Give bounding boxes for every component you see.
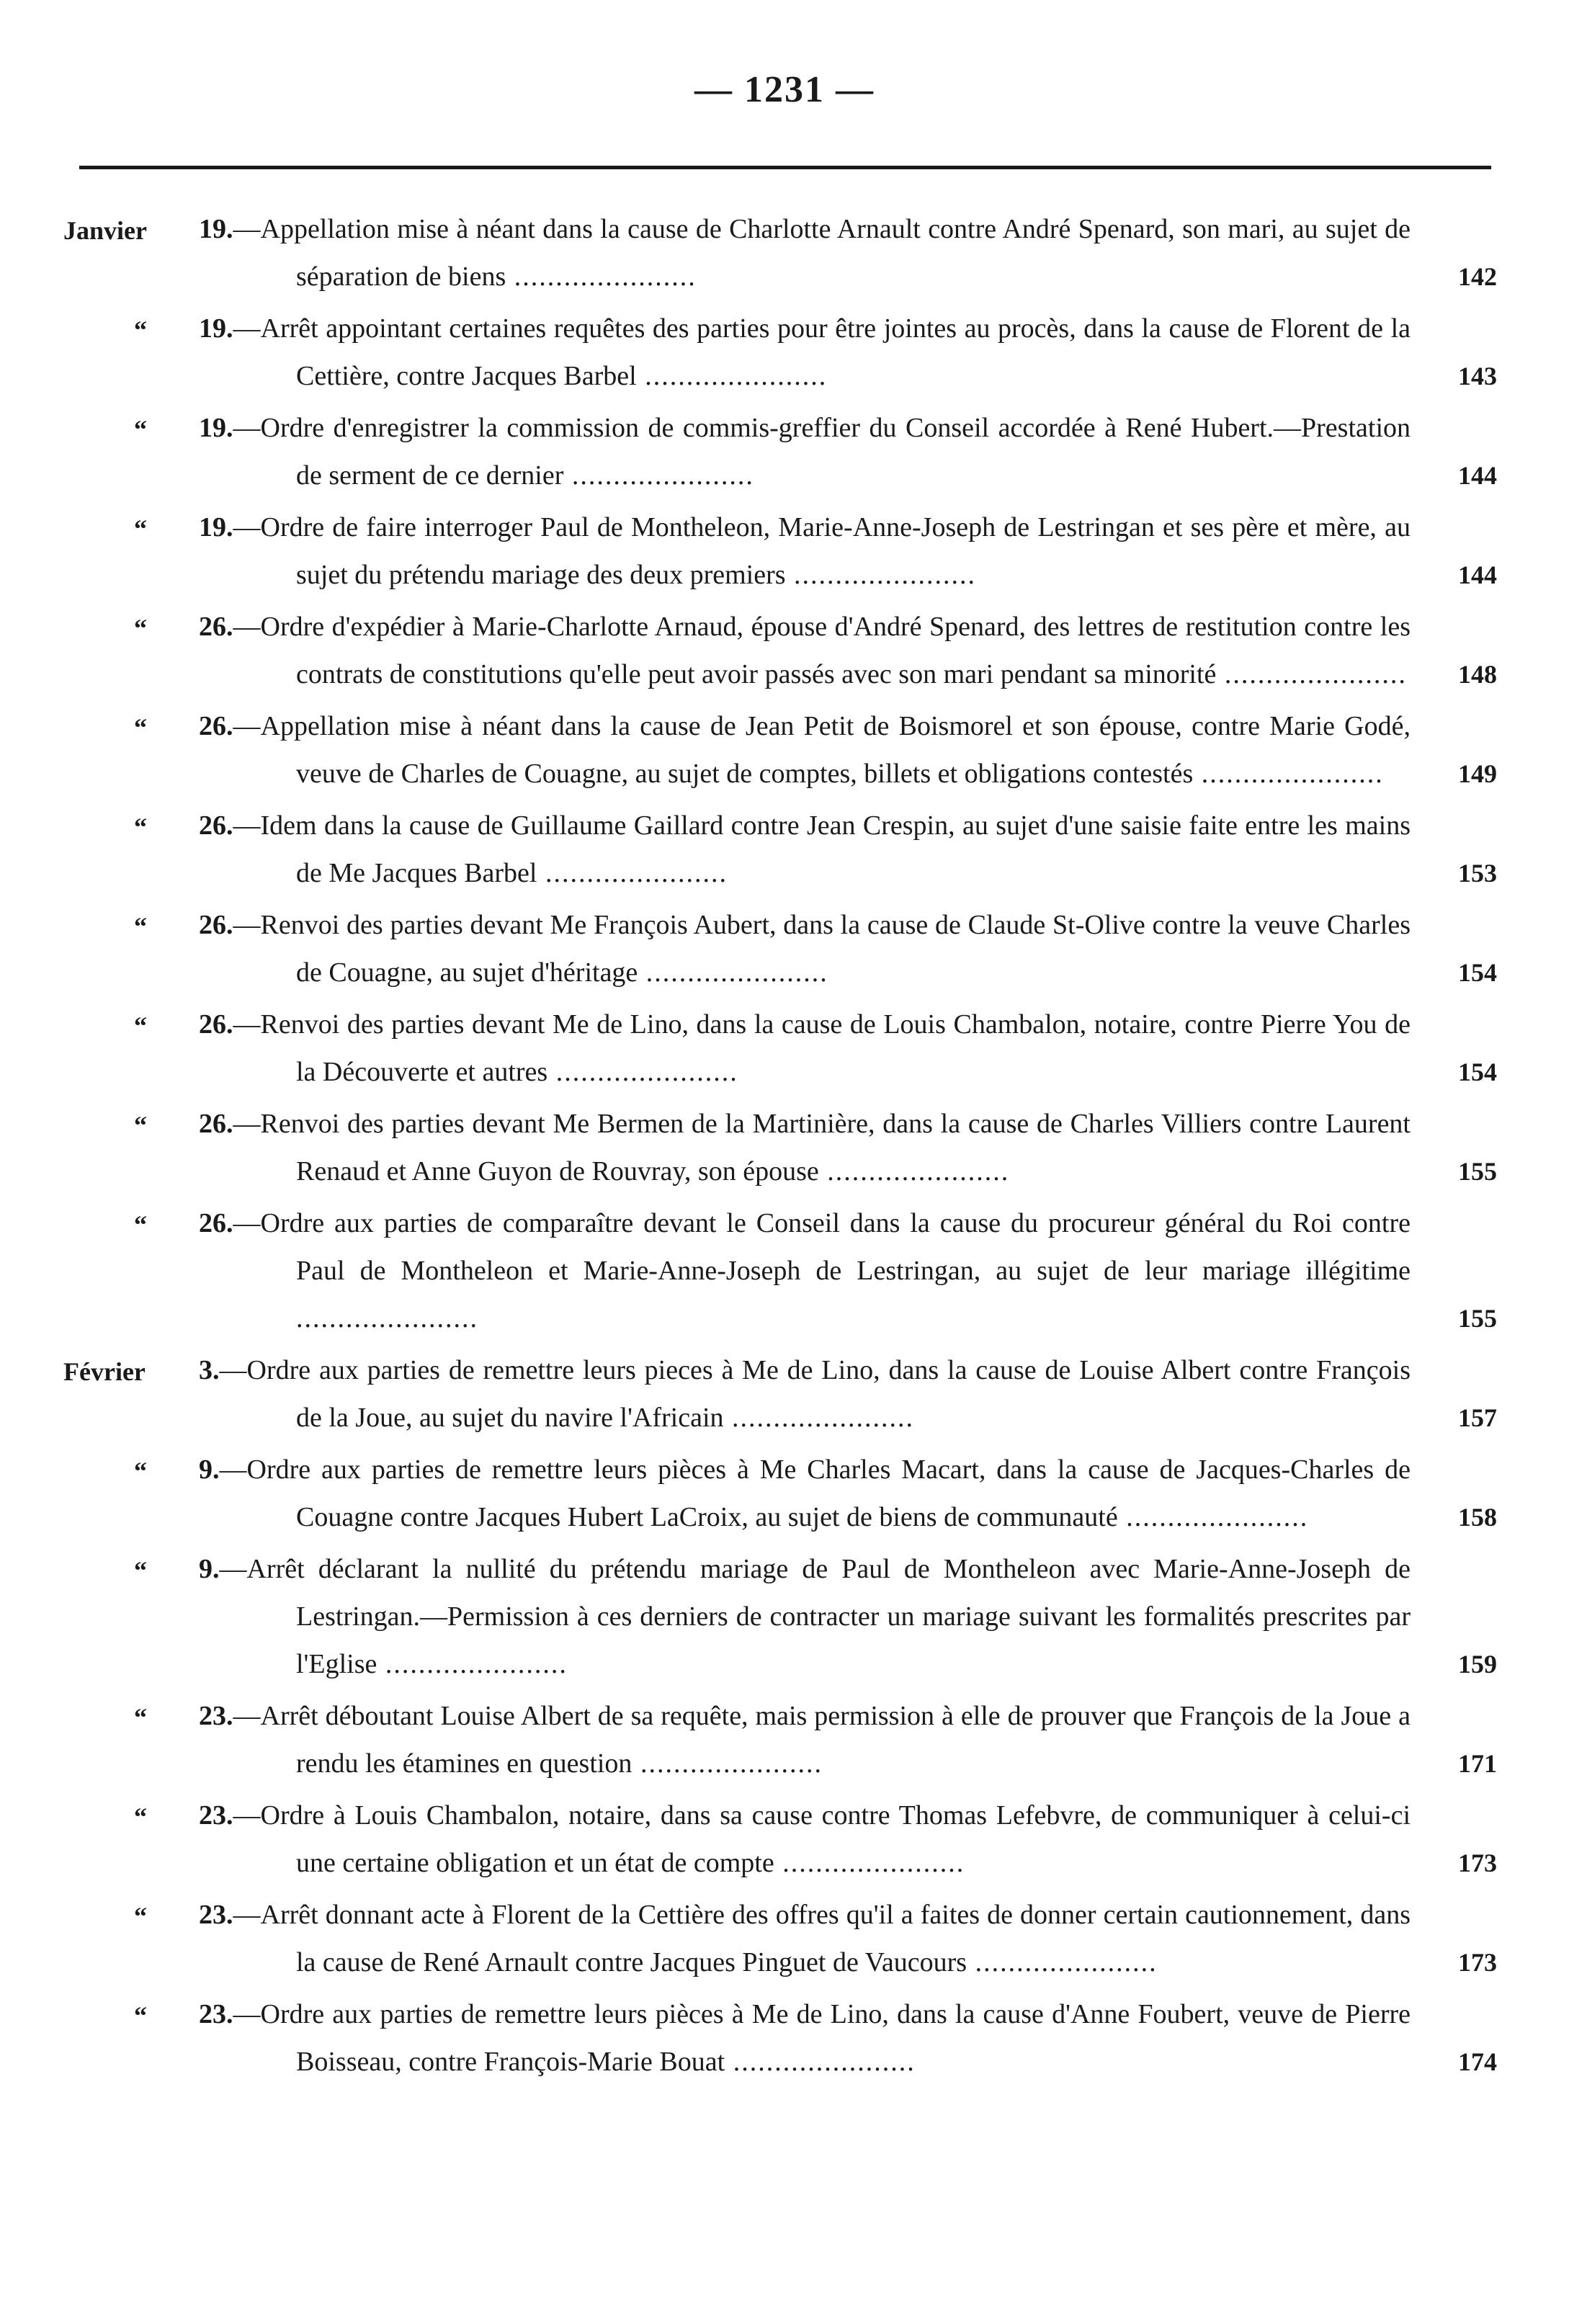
entry-text-block [199, 603, 1411, 698]
entry-body [199, 404, 1497, 499]
entry-body [199, 205, 1497, 300]
dot-leader: ...................... [1193, 759, 1384, 789]
list-item [63, 205, 1497, 300]
entry-body [199, 1545, 1497, 1688]
entry-summary: —Arrêt appointant certaines requêtes des parties pour être jointes au procès, dans la cause de Florent de la Cettière, contre Jacques Barbel [233, 313, 1411, 391]
list-item [63, 1199, 1497, 1342]
entry-body [199, 1446, 1497, 1541]
dot-leader: ...................... [547, 1057, 738, 1087]
entry-summary: —Ordre aux parties de comparaître devant le Conseil dans la cause du procureur général du Roi contre Paul de Montheleon et Marie-Anne-Joseph de Lestringan, au sujet de leur mariage illégitime [233, 1208, 1411, 1286]
entry-month: “ [134, 713, 147, 742]
entry-text-block [199, 1891, 1411, 1986]
dot-leader: ...................... [636, 361, 828, 391]
entry-date: 26. [199, 612, 233, 642]
entry-page-ref: 144 [1458, 560, 1497, 589]
entry-body [199, 504, 1497, 599]
entry-summary: —Idem dans la cause de Guillaume Gaillard contre Jean Crespin, au sujet d'une saisie faite entre les mains de Me Jacques Barbel [233, 810, 1411, 888]
entry-summary: —Renvoi des parties devant Me Bermen de la Martinière, dans la cause de Charles Villiers contre Laurent Renaud et Anne Guyon de Rouvray, son épouse [233, 1109, 1411, 1186]
entry-summary: —Appellation mise à néant dans la cause de Charlotte Arnault contre André Spenard, son mari, au sujet de séparation de biens [233, 214, 1411, 292]
entry-date: 23. [199, 1800, 233, 1831]
entry-body [199, 1692, 1497, 1787]
list-item [63, 504, 1497, 599]
list-item [63, 901, 1497, 996]
entry-body [199, 1891, 1497, 1986]
entry-page-ref: 153 [1458, 859, 1497, 888]
entry-date: 26. [199, 810, 233, 841]
dot-leader: ...................... [506, 262, 697, 292]
entry-month: “ [134, 514, 147, 543]
entry-text-block [199, 1100, 1411, 1195]
dot-leader: ...................... [632, 1748, 823, 1779]
entry-date: 9. [199, 1454, 220, 1485]
dot-leader: ...................... [725, 2047, 916, 2077]
entry-body [199, 1990, 1497, 2086]
entry-text-block [199, 1199, 1411, 1342]
entry-text-block [199, 205, 1411, 300]
entry-summary: —Ordre aux parties de remettre leurs pièces à Me de Lino, dans la cause d'Anne Foubert, veuve de Pierre Boisseau, contre François-Marie Bouat [233, 1999, 1411, 2077]
entry-text-block [199, 1990, 1411, 2086]
entry-text-block [199, 404, 1411, 499]
entry-page-ref: 171 [1458, 1749, 1497, 1778]
entry-month: “ [134, 1802, 147, 1831]
list-item [63, 1545, 1497, 1688]
list-item [63, 603, 1497, 698]
entry-summary: —Ordre d'expédier à Marie-Charlotte Arnaud, épouse d'André Spenard, des lettres de restitution contre les contrats de constitutions qu'elle peut avoir passés avec son mari pendant sa minorité [233, 612, 1411, 689]
dot-leader: ...................... [785, 560, 977, 590]
list-item [63, 1346, 1497, 1442]
entry-month: “ [134, 614, 147, 643]
entry-body [199, 702, 1497, 797]
entry-body [199, 1346, 1497, 1442]
entry-page-ref: 143 [1458, 362, 1497, 390]
entry-month: “ [134, 1011, 147, 1040]
entry-summary: —Arrêt déclarant la nullité du prétendu mariage de Paul de Montheleon avec Marie-Anne-Joseph de Lestringan.—Permission à ces derniers de contracter un mariage suivant les formalités prescrites par l'Eglise [219, 1554, 1411, 1679]
entry-page-ref: 173 [1458, 1849, 1497, 1877]
entry-summary: —Ordre de faire interroger Paul de Montheleon, Marie-Anne-Joseph de Lestringan et ses père et mère, au sujet du prétendu mariage des deux premiers [233, 512, 1411, 590]
entry-date: 9. [199, 1554, 220, 1584]
list-item [63, 802, 1497, 897]
entry-body [199, 901, 1497, 996]
entry-summary: —Renvoi des parties devant Me de Lino, dans la cause de Louis Chambalon, notaire, contre Pierre You de la Découverte et autres [233, 1009, 1411, 1087]
dot-leader: ...................... [967, 1947, 1158, 1977]
entry-date: 19. [199, 512, 233, 542]
entry-page-ref: 157 [1458, 1403, 1497, 1432]
list-item [63, 1100, 1497, 1195]
entry-summary: —Renvoi des parties devant Me François Aubert, dans la cause de Claude St-Olive contre la veuve Charles de Couagne, au sujet d'héritage [233, 910, 1411, 988]
entry-body [199, 1100, 1497, 1195]
entry-month: “ [134, 1556, 147, 1585]
entry-summary: —Ordre aux parties de remettre leurs pieces à Me de Lino, dans la cause de Louise Albert contre François de la Joue, au sujet du navire l'Africain [219, 1355, 1411, 1433]
entry-date: 19. [199, 413, 233, 443]
entry-body [199, 305, 1497, 400]
entry-date: 26. [199, 1208, 233, 1238]
entry-text-block [199, 1692, 1411, 1787]
entry-month: “ [134, 415, 147, 444]
dot-leader: ...................... [774, 1848, 965, 1878]
list-item [63, 702, 1497, 797]
dot-leader: ...................... [1117, 1502, 1309, 1532]
entry-text-block [199, 802, 1411, 897]
entry-month: “ [134, 1457, 147, 1485]
entry-text-block [199, 1446, 1411, 1541]
list-item [63, 404, 1497, 499]
dot-leader: ...................... [723, 1403, 915, 1433]
entry-summary: —Ordre aux parties de remettre leurs pièces à Me Charles Macart, dans la cause de Jacques-Charles de Couagne contre Jacques Hubert LaCroix, au sujet de biens de communauté [219, 1454, 1411, 1532]
entry-text-block [199, 901, 1411, 996]
entry-month: “ [134, 1902, 147, 1931]
list-item [63, 1990, 1497, 2086]
entry-list [63, 205, 1497, 2090]
list-item [63, 1891, 1497, 1986]
list-item [63, 1001, 1497, 1096]
entry-page-ref: 149 [1458, 759, 1497, 788]
entry-page-ref: 142 [1458, 262, 1497, 291]
dot-leader: ...................... [377, 1649, 568, 1679]
dot-leader: ...................... [296, 1303, 478, 1333]
entry-date: 26. [199, 1009, 233, 1040]
entry-date: 26. [199, 1109, 233, 1139]
entry-month: “ [134, 813, 147, 841]
entry-month: “ [134, 912, 147, 941]
entry-page-ref: 144 [1458, 461, 1497, 490]
dot-leader: ...................... [563, 460, 754, 491]
entry-page-ref: 155 [1458, 1304, 1497, 1333]
entry-date: 23. [199, 1701, 233, 1731]
dot-leader: ...................... [537, 858, 728, 888]
entry-text-block [199, 1545, 1411, 1688]
entry-date: 19. [199, 313, 233, 344]
entry-page-ref: 173 [1458, 1948, 1497, 1977]
entry-text-block [199, 702, 1411, 797]
entry-text-block [199, 504, 1411, 599]
entry-body [199, 1001, 1497, 1096]
list-item [63, 1792, 1497, 1887]
list-item [63, 305, 1497, 400]
dot-leader: ...................... [818, 1156, 1010, 1186]
entry-text-block [199, 305, 1411, 400]
entry-summary: —Appellation mise à néant dans la cause de Jean Petit de Boismorel et son épouse, contre Marie Godé, veuve de Charles de Couagne, au sujet de comptes, billets et obligations contestés [233, 711, 1411, 789]
entry-date: 26. [199, 711, 233, 741]
entry-month: “ [134, 2001, 147, 2030]
entry-summary: —Arrêt déboutant Louise Albert de sa requête, mais permission à elle de prouver que François de la Joue a rendu les étamines en question [233, 1701, 1411, 1779]
entry-month: “ [134, 1210, 147, 1239]
entry-page-ref: 155 [1458, 1157, 1497, 1186]
entry-page-ref: 174 [1458, 2047, 1497, 2076]
list-item [63, 1692, 1497, 1787]
entry-body [199, 603, 1497, 698]
header-rule [79, 166, 1491, 169]
entry-summary: —Ordre d'enregistrer la commission de commis-greffier du Conseil accordée à René Hubert.—Prestation de serment de ce dernier [233, 413, 1411, 491]
entry-month: “ [134, 1703, 147, 1732]
entry-page-ref: 154 [1458, 1058, 1497, 1086]
entry-month: Janvier [63, 216, 147, 245]
dot-leader: ...................... [1216, 659, 1407, 689]
entry-body [199, 1199, 1497, 1342]
entry-page-ref: 148 [1458, 660, 1497, 689]
entry-summary: —Arrêt donnant acte à Florent de la Cettière des offres qu'il a faites de donner certain cautionnement, dans la cause de René Arnault contre Jacques Pinguet de Vaucours [233, 1900, 1411, 1977]
list-item [63, 1446, 1497, 1541]
page-number: — 1231 — [694, 69, 875, 110]
entry-page-ref: 154 [1458, 958, 1497, 987]
entry-page-ref: 159 [1458, 1650, 1497, 1679]
entry-month: Février [63, 1357, 146, 1386]
entry-text-block [199, 1346, 1411, 1442]
entry-date: 23. [199, 1900, 233, 1930]
entry-month: “ [134, 1111, 147, 1140]
dot-leader: ...................... [638, 957, 828, 988]
entry-page-ref: 158 [1458, 1503, 1497, 1532]
entry-date: 3. [199, 1355, 220, 1385]
entry-date: 23. [199, 1999, 233, 2029]
entry-text-block [199, 1001, 1411, 1096]
entry-date: 19. [199, 214, 233, 244]
entry-text-block [199, 1792, 1411, 1887]
entry-body [199, 1792, 1497, 1887]
entry-date: 26. [199, 910, 233, 940]
entry-body [199, 802, 1497, 897]
entry-summary: —Ordre à Louis Chambalon, notaire, dans sa cause contre Thomas Lefebvre, de communiquer à celui-ci une certaine obligation et un état de compte [233, 1800, 1411, 1878]
entry-month: “ [134, 316, 147, 344]
